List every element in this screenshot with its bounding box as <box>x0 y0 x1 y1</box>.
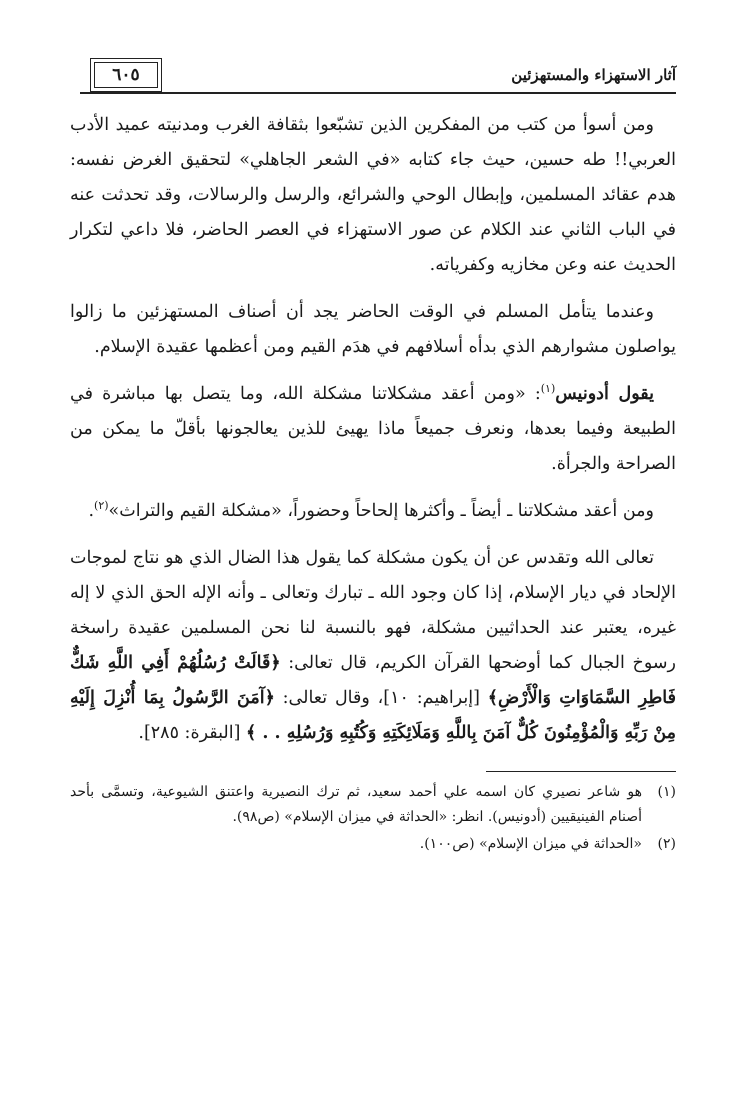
paragraph-adonis-quote <box>70 377 676 482</box>
values-heritage-end: . <box>88 501 95 521</box>
paragraph-taha-hussein: ومن أسوأ من كتب من المفكرين الذين تشبّعوا بثقافة الغرب ومدنيته عميد الأدب العربي!! طه حسين، حيث جاء كتابه «في الشعر الجاهلي» لتحقيق الغرض نفسه: هدم عقائد المسلمين، وإبطال الوحي والشرائع، والرسل والرسالات، وقد تحدثت عنه في الباب الثاني عند الكلام عن صور الاستهزاء في العصر الحاضر، فلا داعي لتكرار الحديث عنه وعن مخازيه وكفرياته. <box>70 115 676 275</box>
footnote-text: هو شاعر نصيري كان اسمه علي أحمد سعيد، ثم ترك النصيرية واعتنق الشيوعية، وتسمَّى بأحد أصنام الفينيقيين (أدونيس). انظر: «الحداثة في ميزان الإسلام» (ص٩٨). <box>70 784 642 825</box>
adonis-quote-text: : «ومن أعقد مشكلاتنا مشكلة الله، وما يتصل بها مباشرة في الطبيعة وفيما بعدها، ونعرف جميعاً ماذا يهيئ للذين يعالجونها بأقلّ ما يمكن من الصراحة والجرأة. <box>70 384 676 474</box>
footnote-ref-1[interactable]: (١) <box>540 382 556 396</box>
paragraph-values-heritage <box>70 494 676 529</box>
main-text <box>70 108 676 751</box>
footnote-text: «الحداثة في ميزان الإسلام» (ص١٠٠). <box>419 836 642 852</box>
adonis-lead: يقول أدونيس <box>555 384 655 404</box>
page-number: ٦٠٥ <box>94 62 158 88</box>
footnotes <box>70 780 676 857</box>
quran-verse-ibrahim: ﴿قَالَتْ رُسُلُهُمْ أَفِي اللَّهِ شَكٌّ فَاطِرِ السَّمَاوَاتِ وَالْأَرْضِ﴾ <box>70 653 676 708</box>
page-number-box <box>90 58 162 92</box>
values-heritage-text: ومن أعقد مشكلاتنا ـ أيضاً ـ وأكثرها إلحاحاً وحضوراً، «مشكلة القيم والتراث» <box>108 501 654 521</box>
paragraph-mockers: وعندما يتأمل المسلم في الوقت الحاضر يجد أن أصناف المستهزئين ما زالوا يواصلون مشوارهم الذي بدأه أسلافهم في هدَم القيم ومن أعظمها عقيدة الإسلام. <box>70 302 676 357</box>
refutation-text-b: [إبراهيم: ١٠]، وقال تعالى: <box>274 688 488 708</box>
footnote-separator <box>486 771 676 772</box>
quran-verse-baqarah: ﴿آمَنَ الرَّسُولُ بِمَا أُنْزِلَ إِلَيْهِ مِنْ رَبِّهِ وَالْمُؤْمِنُونَ كُلٌّ آمَنَ بِاللَّهِ وَمَلَائِكَتِهِ وَكُتُبِهِ وَرُسُلِهِ . . ﴾ <box>70 688 676 743</box>
footnote-ref-2[interactable]: (٢) <box>94 499 109 513</box>
footnote-number: (١) <box>657 784 676 800</box>
header-rule <box>80 92 676 94</box>
book-page <box>70 58 676 859</box>
footnote-number: (٢) <box>657 836 676 852</box>
header-title: آثار الاستهزاء والمستهزئين <box>511 66 676 84</box>
footnote-1 <box>70 780 676 830</box>
running-header <box>70 58 676 94</box>
paragraph-refutation <box>70 541 676 751</box>
footnote-2 <box>70 832 676 857</box>
refutation-text-c: [البقرة: ٢٨٥]. <box>138 723 246 743</box>
refutation-text-a: تعالى الله وتقدس عن أن يكون مشكلة كما يقول هذا الضال الذي هو نتاج لموجات الإلحاد في ديار الإسلام، إذا كان وجود الله ـ تبارك وتعالى ـ وأنه الإله الحق الذي لا إله غيره، يعتبر عند الحداثيين مشكلة، فهو بالنسبة لنا نحن المسلمين عقيدة راسخة رسوخ الجبال كما أوضحها القرآن الكريم، قال تعالى: <box>70 548 676 673</box>
